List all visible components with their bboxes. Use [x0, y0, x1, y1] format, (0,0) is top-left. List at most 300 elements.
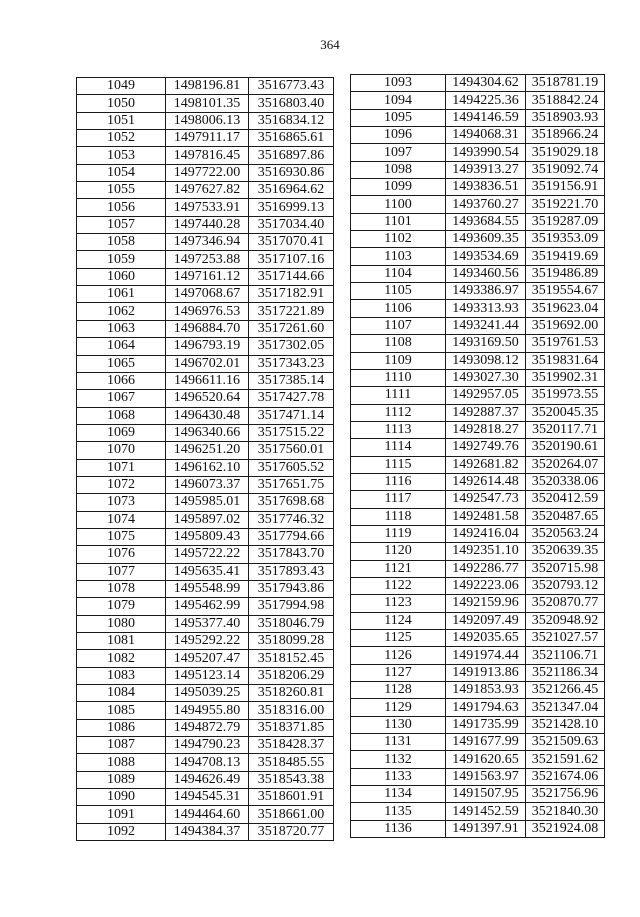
y-coordinate-cell: 3517107.16 — [257, 251, 325, 267]
table-row — [77, 425, 333, 442]
table-row — [77, 460, 333, 477]
y-coordinate-cell: 3520338.06 — [531, 474, 599, 490]
table-row — [77, 824, 333, 840]
x-coordinate-cell: 1496884.70 — [166, 321, 249, 337]
table-row — [77, 546, 333, 563]
point-id-cell: 1129 — [351, 699, 446, 715]
point-id-cell: 1098 — [351, 162, 446, 178]
x-coordinate-cell: 1492035.65 — [446, 630, 526, 646]
y-coordinate-cell: 3516964.62 — [257, 182, 325, 198]
x-coordinate-cell: 1494464.60 — [166, 806, 249, 822]
y-coordinate-cell: 3517943.86 — [257, 581, 325, 597]
y-coordinate-cell: 3520870.77 — [531, 595, 599, 611]
table-row — [77, 477, 333, 494]
table-row — [77, 442, 333, 459]
point-id-cell: 1103 — [351, 248, 446, 264]
y-coordinate-cell: 3518601.91 — [257, 789, 325, 805]
table-row — [351, 491, 604, 508]
y-coordinate-cell: 3520117.71 — [532, 422, 598, 438]
point-id-cell: 1119 — [351, 526, 446, 542]
table-row — [351, 231, 604, 248]
x-coordinate-cell: 1493241.44 — [446, 318, 526, 334]
point-id-cell: 1069 — [77, 425, 166, 441]
point-id-cell: 1106 — [351, 300, 446, 316]
y-coordinate-cell: 3518316.00 — [257, 702, 325, 718]
table-row — [77, 408, 333, 425]
point-id-cell: 1111 — [351, 387, 446, 403]
x-coordinate-cell: 1495548.99 — [166, 581, 249, 597]
y-coordinate-cell: 3520948.92 — [531, 612, 599, 628]
y-coordinate-cell: 3517343.23 — [257, 355, 325, 371]
point-id-cell: 1068 — [77, 408, 166, 424]
x-coordinate-cell: 1491794.63 — [446, 699, 526, 715]
table-row — [351, 561, 604, 578]
table-row — [351, 457, 604, 474]
table-row — [77, 650, 333, 667]
table-row — [351, 821, 604, 837]
table-row — [77, 806, 333, 823]
coordinate-table-left — [76, 77, 334, 841]
point-id-cell: 1127 — [351, 665, 446, 681]
point-id-cell: 1118 — [351, 509, 446, 525]
point-id-cell: 1117 — [351, 491, 446, 507]
point-id-cell: 1064 — [77, 338, 166, 354]
x-coordinate-cell: 1493386.97 — [446, 283, 526, 299]
y-coordinate-cell: 3517385.14 — [257, 373, 325, 389]
y-coordinate-cell: 3518543.38 — [257, 771, 325, 787]
point-id-cell: 1099 — [351, 179, 446, 195]
x-coordinate-cell: 1497911.17 — [166, 130, 249, 146]
x-coordinate-cell: 1496976.53 — [166, 303, 249, 319]
table-row — [77, 720, 333, 737]
x-coordinate-cell: 1493534.69 — [446, 248, 526, 264]
x-coordinate-cell: 1493169.50 — [446, 335, 526, 351]
table-row — [351, 318, 604, 335]
point-id-cell: 1095 — [351, 110, 446, 126]
table-row — [351, 717, 604, 734]
point-id-cell: 1049 — [77, 78, 166, 94]
y-coordinate-cell: 3517515.22 — [257, 425, 325, 441]
point-id-cell: 1101 — [351, 214, 446, 230]
x-coordinate-cell: 1493609.35 — [446, 231, 526, 247]
table-row — [77, 356, 333, 373]
point-id-cell: 1124 — [351, 613, 446, 629]
x-coordinate-cell: 1495897.02 — [166, 512, 249, 528]
table-row — [77, 95, 333, 112]
point-id-cell: 1084 — [77, 685, 166, 701]
y-coordinate-cell: 3521591.62 — [531, 751, 599, 767]
y-coordinate-cell: 3519486.89 — [531, 265, 599, 281]
table-row — [351, 335, 604, 352]
x-coordinate-cell: 1491452.59 — [446, 803, 526, 819]
x-coordinate-cell: 1497722.00 — [166, 165, 249, 181]
table-row — [77, 269, 333, 286]
x-coordinate-cell: 1493990.54 — [446, 144, 526, 160]
y-coordinate-cell: 3519419.69 — [531, 248, 599, 264]
table-row — [351, 439, 604, 456]
table-row — [351, 353, 604, 370]
x-coordinate-cell: 1494790.23 — [166, 737, 249, 753]
y-coordinate-cell: 3519692.00 — [531, 317, 599, 333]
x-coordinate-cell: 1496520.64 — [166, 390, 249, 406]
table-row — [351, 665, 604, 682]
point-id-cell: 1085 — [77, 702, 166, 718]
x-coordinate-cell: 1495039.25 — [166, 685, 249, 701]
point-id-cell: 1130 — [351, 717, 446, 733]
x-coordinate-cell: 1496793.19 — [166, 338, 249, 354]
point-id-cell: 1086 — [77, 720, 166, 736]
x-coordinate-cell: 1496611.16 — [166, 373, 249, 389]
y-coordinate-cell: 3516803.40 — [257, 95, 325, 111]
x-coordinate-cell: 1494626.49 — [166, 772, 249, 788]
table-row — [77, 512, 333, 529]
table-row — [77, 147, 333, 164]
point-id-cell: 1060 — [77, 269, 166, 285]
y-coordinate-cell: 3521186.34 — [532, 664, 598, 680]
point-id-cell: 1125 — [351, 630, 446, 646]
table-row — [351, 769, 604, 786]
x-coordinate-cell: 1491620.65 — [446, 751, 526, 767]
y-coordinate-cell: 3517560.01 — [257, 442, 325, 458]
point-id-cell: 1133 — [351, 769, 446, 785]
y-coordinate-cell: 3521266.45 — [531, 682, 599, 698]
y-coordinate-cell: 3521840.30 — [531, 803, 599, 819]
x-coordinate-cell: 1491735.99 — [446, 717, 526, 733]
y-coordinate-cell: 3520715.98 — [531, 560, 599, 576]
y-coordinate-cell: 3517221.89 — [257, 303, 325, 319]
point-id-cell: 1063 — [77, 321, 166, 337]
coordinate-table-right — [350, 74, 605, 838]
x-coordinate-cell: 1493684.55 — [446, 214, 526, 230]
table-row — [77, 321, 333, 338]
y-coordinate-cell: 3518371.85 — [257, 719, 325, 735]
point-id-cell: 1088 — [77, 754, 166, 770]
x-coordinate-cell: 1495809.43 — [166, 529, 249, 545]
x-coordinate-cell: 1491397.91 — [446, 821, 526, 837]
y-coordinate-cell: 3520793.12 — [531, 578, 599, 594]
point-id-cell: 1096 — [351, 127, 446, 143]
y-coordinate-cell: 3520487.65 — [531, 508, 599, 524]
y-coordinate-cell: 3519761.53 — [531, 335, 599, 351]
point-id-cell: 1091 — [77, 806, 166, 822]
point-id-cell: 1059 — [77, 251, 166, 267]
table-row — [77, 685, 333, 702]
x-coordinate-cell: 1491507.95 — [446, 786, 526, 802]
x-coordinate-cell: 1497533.91 — [166, 199, 249, 215]
point-id-cell: 1102 — [351, 231, 446, 247]
x-coordinate-cell: 1492223.06 — [446, 578, 526, 594]
y-coordinate-cell: 3517034.40 — [257, 216, 325, 232]
table-row — [351, 595, 604, 612]
point-id-cell: 1072 — [77, 477, 166, 493]
x-coordinate-cell: 1494068.31 — [446, 127, 526, 143]
point-id-cell: 1061 — [77, 286, 166, 302]
table-row — [351, 509, 604, 526]
x-coordinate-cell: 1491853.93 — [446, 682, 526, 698]
y-coordinate-cell: 3516897.86 — [257, 147, 325, 163]
point-id-cell: 1123 — [351, 595, 446, 611]
x-coordinate-cell: 1495722.22 — [166, 546, 249, 562]
point-id-cell: 1076 — [77, 546, 166, 562]
x-coordinate-cell: 1491974.44 — [446, 647, 526, 663]
table-row — [351, 266, 604, 283]
table-row — [77, 494, 333, 511]
y-coordinate-cell: 3518842.24 — [531, 92, 599, 108]
y-coordinate-cell: 3521924.08 — [531, 820, 599, 836]
table-row — [77, 702, 333, 719]
y-coordinate-cell: 3518485.55 — [257, 754, 325, 770]
point-id-cell: 1073 — [77, 494, 166, 510]
point-id-cell: 1065 — [77, 356, 166, 372]
x-coordinate-cell: 1498101.35 — [166, 95, 249, 111]
x-coordinate-cell: 1493913.27 — [446, 162, 526, 178]
x-coordinate-cell: 1492818.27 — [446, 422, 526, 438]
table-row — [77, 182, 333, 199]
point-id-cell: 1067 — [77, 390, 166, 406]
point-id-cell: 1078 — [77, 581, 166, 597]
table-row — [77, 373, 333, 390]
point-id-cell: 1134 — [351, 786, 446, 802]
y-coordinate-cell: 3519221.70 — [531, 196, 599, 212]
y-coordinate-cell: 3517261.60 — [257, 320, 325, 336]
point-id-cell: 1097 — [351, 144, 446, 160]
x-coordinate-cell: 1492351.10 — [446, 543, 526, 559]
x-coordinate-cell: 1495462.99 — [166, 598, 249, 614]
point-id-cell: 1132 — [351, 751, 446, 767]
y-coordinate-cell: 3517427.78 — [257, 390, 325, 406]
y-coordinate-cell: 3519902.31 — [531, 370, 599, 386]
y-coordinate-cell: 3519554.67 — [531, 283, 599, 299]
x-coordinate-cell: 1493027.30 — [446, 370, 526, 386]
table-row — [77, 78, 333, 95]
y-coordinate-cell: 3520639.35 — [531, 543, 599, 559]
y-coordinate-cell: 3521347.04 — [531, 699, 599, 715]
x-coordinate-cell: 1494955.80 — [166, 702, 249, 718]
table-row — [351, 370, 604, 387]
point-id-cell: 1113 — [351, 422, 446, 438]
x-coordinate-cell: 1493098.12 — [446, 353, 526, 369]
table-row — [351, 682, 604, 699]
y-coordinate-cell: 3520412.59 — [531, 491, 599, 507]
x-coordinate-cell: 1492481.58 — [446, 509, 526, 525]
point-id-cell: 1108 — [351, 335, 446, 351]
x-coordinate-cell: 1492547.73 — [446, 491, 526, 507]
point-id-cell: 1087 — [77, 737, 166, 753]
y-coordinate-cell: 3520264.07 — [531, 456, 599, 472]
point-id-cell: 1120 — [351, 543, 446, 559]
y-coordinate-cell: 3517794.66 — [257, 529, 325, 545]
table-row — [351, 387, 604, 404]
table-row — [351, 422, 604, 439]
x-coordinate-cell: 1492614.48 — [446, 474, 526, 490]
point-id-cell: 1071 — [77, 460, 166, 476]
point-id-cell: 1055 — [77, 182, 166, 198]
point-id-cell: 1066 — [77, 373, 166, 389]
table-row — [77, 737, 333, 754]
y-coordinate-cell: 3521674.06 — [531, 768, 599, 784]
y-coordinate-cell: 3516773.43 — [257, 78, 325, 94]
point-id-cell: 1083 — [77, 668, 166, 684]
y-coordinate-cell: 3517605.52 — [257, 459, 325, 475]
point-id-cell: 1057 — [77, 217, 166, 233]
y-coordinate-cell: 3520563.24 — [531, 526, 599, 542]
x-coordinate-cell: 1497440.28 — [166, 217, 249, 233]
x-coordinate-cell: 1492749.76 — [446, 439, 526, 455]
point-id-cell: 1094 — [351, 92, 446, 108]
table-row — [77, 217, 333, 234]
point-id-cell: 1107 — [351, 318, 446, 334]
y-coordinate-cell: 3520045.35 — [531, 404, 599, 420]
table-row — [77, 113, 333, 130]
point-id-cell: 1089 — [77, 772, 166, 788]
point-id-cell: 1080 — [77, 616, 166, 632]
x-coordinate-cell: 1491913.86 — [446, 665, 526, 681]
y-coordinate-cell: 3519353.09 — [531, 231, 599, 247]
point-id-cell: 1104 — [351, 266, 446, 282]
x-coordinate-cell: 1497068.67 — [166, 286, 249, 302]
y-coordinate-cell: 3516930.86 — [257, 164, 325, 180]
point-id-cell: 1136 — [351, 821, 446, 837]
y-coordinate-cell: 3519973.55 — [531, 387, 599, 403]
x-coordinate-cell: 1494708.13 — [166, 754, 249, 770]
x-coordinate-cell: 1493836.51 — [446, 179, 526, 195]
y-coordinate-cell: 3517144.66 — [257, 268, 325, 284]
y-coordinate-cell: 3518781.19 — [531, 75, 599, 91]
y-coordinate-cell: 3517698.68 — [257, 494, 325, 510]
point-id-cell: 1128 — [351, 682, 446, 698]
x-coordinate-cell: 1493313.93 — [446, 300, 526, 316]
table-row — [77, 165, 333, 182]
table-row — [351, 543, 604, 560]
x-coordinate-cell: 1498006.13 — [166, 113, 249, 129]
y-coordinate-cell: 3518046.79 — [257, 615, 325, 631]
table-row — [77, 598, 333, 615]
x-coordinate-cell: 1491563.97 — [446, 769, 526, 785]
table-row — [77, 633, 333, 650]
x-coordinate-cell: 1495635.41 — [166, 564, 249, 580]
point-id-cell: 1093 — [351, 75, 446, 91]
table-row — [351, 214, 604, 231]
x-coordinate-cell: 1493460.56 — [446, 266, 526, 282]
point-id-cell: 1126 — [351, 647, 446, 663]
y-coordinate-cell: 3517070.41 — [257, 234, 325, 250]
y-coordinate-cell: 3518428.37 — [257, 737, 325, 753]
y-coordinate-cell: 3517843.70 — [257, 546, 325, 562]
table-row — [351, 127, 604, 144]
x-coordinate-cell: 1492286.77 — [446, 561, 526, 577]
y-coordinate-cell: 3516999.13 — [257, 199, 325, 215]
point-id-cell: 1121 — [351, 561, 446, 577]
point-id-cell: 1100 — [351, 196, 446, 212]
table-row — [77, 616, 333, 633]
y-coordinate-cell: 3521027.57 — [531, 630, 599, 646]
x-coordinate-cell: 1492416.04 — [446, 526, 526, 542]
point-id-cell: 1075 — [77, 529, 166, 545]
table-row — [351, 405, 604, 422]
table-row — [77, 251, 333, 268]
table-row — [77, 130, 333, 147]
y-coordinate-cell: 3518152.45 — [257, 650, 325, 666]
table-row — [351, 630, 604, 647]
x-coordinate-cell: 1497253.88 — [166, 251, 249, 267]
y-coordinate-cell: 3519831.64 — [531, 352, 599, 368]
table-row — [77, 286, 333, 303]
x-coordinate-cell: 1494872.79 — [166, 720, 249, 736]
table-row — [351, 786, 604, 803]
point-id-cell: 1070 — [77, 442, 166, 458]
y-coordinate-cell: 3517651.75 — [257, 477, 325, 493]
x-coordinate-cell: 1495985.01 — [166, 494, 249, 510]
table-row — [77, 303, 333, 320]
table-row — [351, 699, 604, 716]
y-coordinate-cell: 3519623.04 — [531, 300, 599, 316]
point-id-cell: 1116 — [351, 474, 446, 490]
point-id-cell: 1092 — [77, 824, 166, 840]
point-id-cell: 1110 — [351, 370, 446, 386]
x-coordinate-cell: 1496073.37 — [166, 477, 249, 493]
x-coordinate-cell: 1496430.48 — [166, 408, 249, 424]
x-coordinate-cell: 1494545.31 — [166, 789, 249, 805]
x-coordinate-cell: 1497816.45 — [166, 147, 249, 163]
point-id-cell: 1074 — [77, 512, 166, 528]
x-coordinate-cell: 1492957.05 — [446, 387, 526, 403]
point-id-cell: 1077 — [77, 564, 166, 580]
table-row — [351, 283, 604, 300]
point-id-cell: 1115 — [351, 457, 446, 473]
table-row — [351, 162, 604, 179]
table-row — [351, 734, 604, 751]
point-id-cell: 1114 — [351, 439, 446, 455]
y-coordinate-cell: 3517893.43 — [257, 563, 325, 579]
x-coordinate-cell: 1495207.47 — [166, 650, 249, 666]
x-coordinate-cell: 1496251.20 — [166, 442, 249, 458]
table-row — [77, 338, 333, 355]
x-coordinate-cell: 1495377.40 — [166, 616, 249, 632]
point-id-cell: 1053 — [77, 147, 166, 163]
table-row — [77, 564, 333, 581]
x-coordinate-cell: 1497161.12 — [166, 269, 249, 285]
y-coordinate-cell: 3521509.63 — [531, 734, 599, 750]
x-coordinate-cell: 1497346.94 — [166, 234, 249, 250]
y-coordinate-cell: 3517182.91 — [257, 286, 325, 302]
table-row — [77, 789, 333, 806]
y-coordinate-cell: 3518260.81 — [257, 685, 325, 701]
point-id-cell: 1058 — [77, 234, 166, 250]
y-coordinate-cell: 3518966.24 — [531, 127, 599, 143]
table-row — [351, 300, 604, 317]
x-coordinate-cell: 1497627.82 — [166, 182, 249, 198]
table-row — [77, 754, 333, 771]
table-row — [77, 668, 333, 685]
x-coordinate-cell: 1496162.10 — [166, 460, 249, 476]
point-id-cell: 1051 — [77, 113, 166, 129]
y-coordinate-cell: 3518099.28 — [257, 633, 325, 649]
point-id-cell: 1135 — [351, 803, 446, 819]
point-id-cell: 1056 — [77, 199, 166, 215]
point-id-cell: 1090 — [77, 789, 166, 805]
table-row — [351, 751, 604, 768]
table-row — [77, 390, 333, 407]
table-row — [351, 75, 604, 92]
x-coordinate-cell: 1494384.37 — [166, 824, 249, 840]
point-id-cell: 1122 — [351, 578, 446, 594]
y-coordinate-cell: 3519029.18 — [531, 144, 599, 160]
x-coordinate-cell: 1495123.14 — [166, 668, 249, 684]
point-id-cell: 1105 — [351, 283, 446, 299]
y-coordinate-cell: 3521428.10 — [531, 716, 599, 732]
y-coordinate-cell: 3517302.05 — [257, 338, 325, 354]
x-coordinate-cell: 1498196.81 — [166, 78, 249, 94]
